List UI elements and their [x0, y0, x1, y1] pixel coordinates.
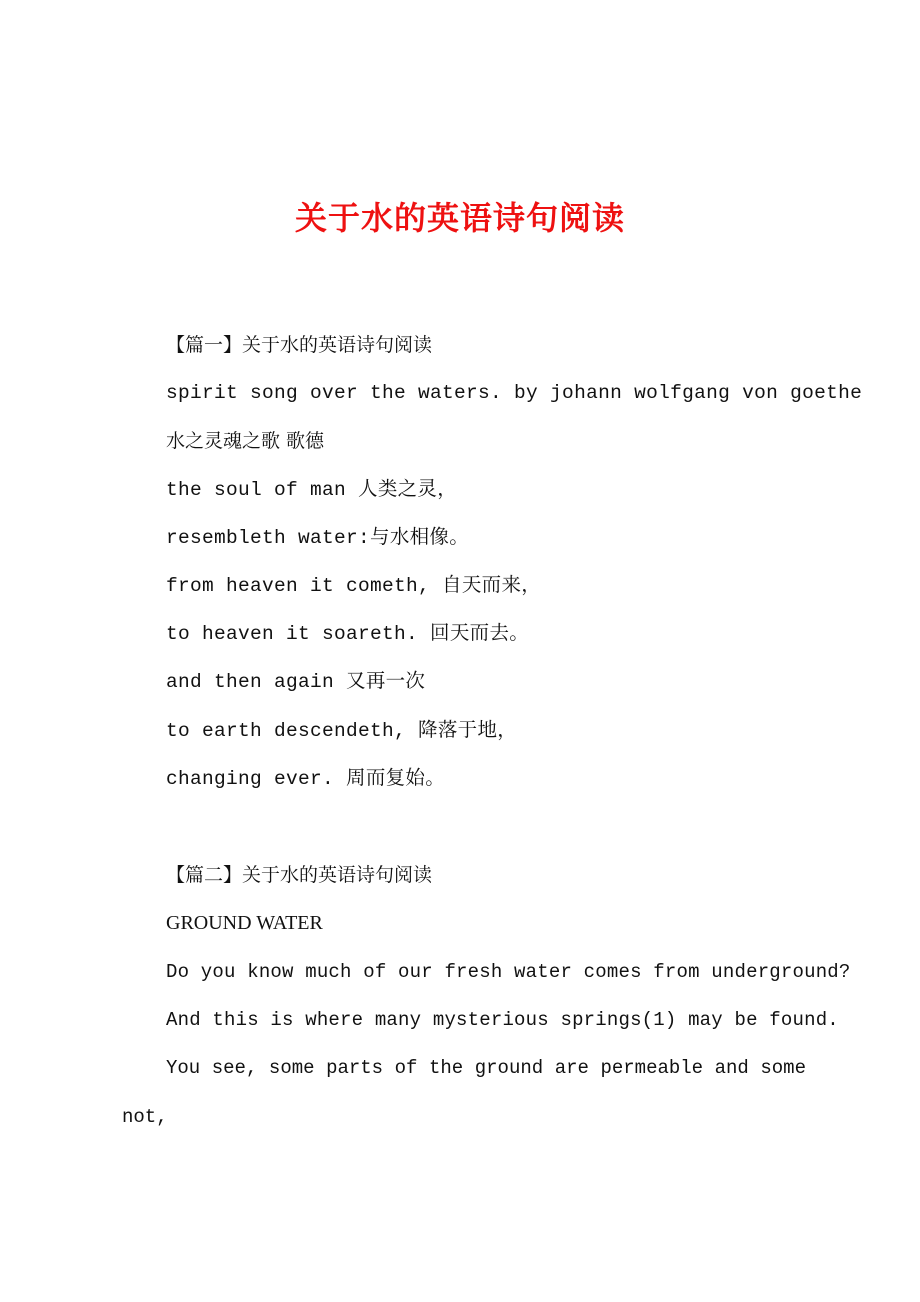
section-heading-1: 【篇一】关于水的英语诗句阅读: [166, 334, 433, 356]
section-subtitle: GROUND WATER: [166, 912, 323, 934]
poem-line: to earth descendeth, 降落于地，: [166, 720, 518, 742]
poem-line: to heaven it soareth. 回天而去。: [166, 623, 530, 645]
paragraph-line: Do you know much of our fresh water comes from underground?: [166, 961, 851, 983]
paragraph-line: not,: [122, 1106, 168, 1128]
poem-line: from heaven it cometh, 自天而来，: [166, 575, 542, 597]
document-title: 关于水的英语诗句阅读: [294, 199, 625, 237]
paragraph-line: And this is where many mysterious springs(1) may be found.: [166, 1009, 839, 1031]
poem-line: and then again 又再一次: [166, 671, 426, 693]
paragraph-line: You see, some parts of the ground are permeable and some: [166, 1057, 806, 1079]
section-heading-2: 【篇二】关于水的英语诗句阅读: [166, 864, 433, 886]
poem-line: spirit song over the waters. by johann wolfgang von goethe: [166, 382, 863, 404]
poem-line: 水之灵魂之歌 歌德: [166, 430, 325, 452]
poem-line: changing ever. 周而复始。: [166, 768, 446, 790]
poem-line: resembleth water:与水相像。: [166, 527, 470, 549]
poem-line: the soul of man 人类之灵，: [166, 479, 458, 501]
